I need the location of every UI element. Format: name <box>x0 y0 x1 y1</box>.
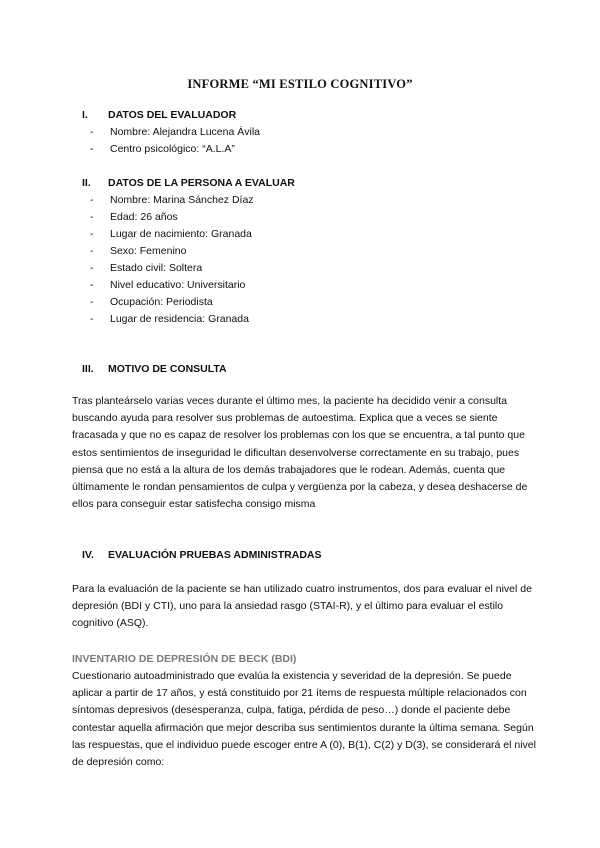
section-3-heading <box>82 363 227 375</box>
section-4-title: EVALUACIÓN PRUEBAS ADMINISTRADAS <box>108 549 322 561</box>
section-2-heading <box>82 177 295 189</box>
evaluator-list <box>90 124 260 158</box>
section-4-heading <box>82 549 322 561</box>
report-title: INFORME “MI ESTILO COGNITIVO” <box>187 77 413 91</box>
list-item: - Nivel educativo: Universitario <box>90 279 246 291</box>
list-item: - Lugar de residencia: Granada <box>90 313 249 325</box>
section-2-number: II. <box>82 177 91 189</box>
list-item: - Sexo: Femenino <box>90 245 187 257</box>
section-1-title: DATOS DEL EVALUADOR <box>108 109 237 121</box>
list-item: - Nombre: Marina Sánchez Díaz <box>90 194 254 206</box>
consultation-reason-paragraph: Tras planteárselo varias veces durante el último mes, la paciente ha decidido venir a consulta buscando ayuda para resolver sus problemas de autoestima. Explica que a veces se siente fracasada y que no es capaz de resolver los problemas con los que se encuentra, a tal punto que estos sentimientos de inseguridad le dificultan desenvolverse correctamente en su trabajo, pues piensa que no está a la altura de los demás trabajadores que le rodean. Además, cuenta que últimamente le rondan pensamientos de culpa y vergüenza por la cabeza, y desea deshacerse de ellos para conseguir estar satisfecha consigo misma <box>72 395 528 511</box>
section-1-heading <box>82 109 236 121</box>
list-item: - Edad: 26 años <box>90 211 178 223</box>
evaluation-intro-paragraph: Para la evaluación de la paciente se han utilizado cuatro instrumentos, dos para evaluar el nivel de depresión (BDI y CTI), uno para la ansiedad rasgo (STAI-R), y el último para evaluar el estilo cognitivo (ASQ). <box>72 583 532 630</box>
section-3-number: III. <box>82 363 94 375</box>
list-item: - Lugar de nacimiento: Granada <box>90 228 252 240</box>
section-4-number: IV. <box>82 549 94 561</box>
list-item: - Ocupación: Periodista <box>90 296 213 308</box>
section-3-title: MOTIVO DE CONSULTA <box>108 363 227 375</box>
section-1-number: I. <box>82 109 88 121</box>
list-item: - Estado civil: Soltera <box>90 262 203 274</box>
person-list <box>90 192 254 328</box>
list-item: - Nombre: Alejandra Lucena Ávila <box>90 126 261 138</box>
bdi-subheading: INVENTARIO DE DEPRESIÓN DE BECK (BDI) <box>72 653 297 665</box>
list-item: - Centro psicológico: “A.L.A” <box>90 143 235 155</box>
section-2-title: DATOS DE LA PERSONA A EVALUAR <box>108 177 295 189</box>
bdi-description-paragraph: Cuestionario autoadministrado que evalúa la existencia y severidad de la depresión. Se puede aplicar a partir de 17 años, y está constituido por 21 ítems de respuesta múltiple relacionados con síntomas depresivos (desesperanza, culpa, fatiga, pérdida de peso…) donde el paciente debe contestar aquella afirmación que mejor describa sus sentimientos durante la última semana. Según las respuestas, que el individuo puede escoger entre A (0), B(1), C(2) y D(3), se considerará el nivel de depresión como: <box>72 670 536 769</box>
